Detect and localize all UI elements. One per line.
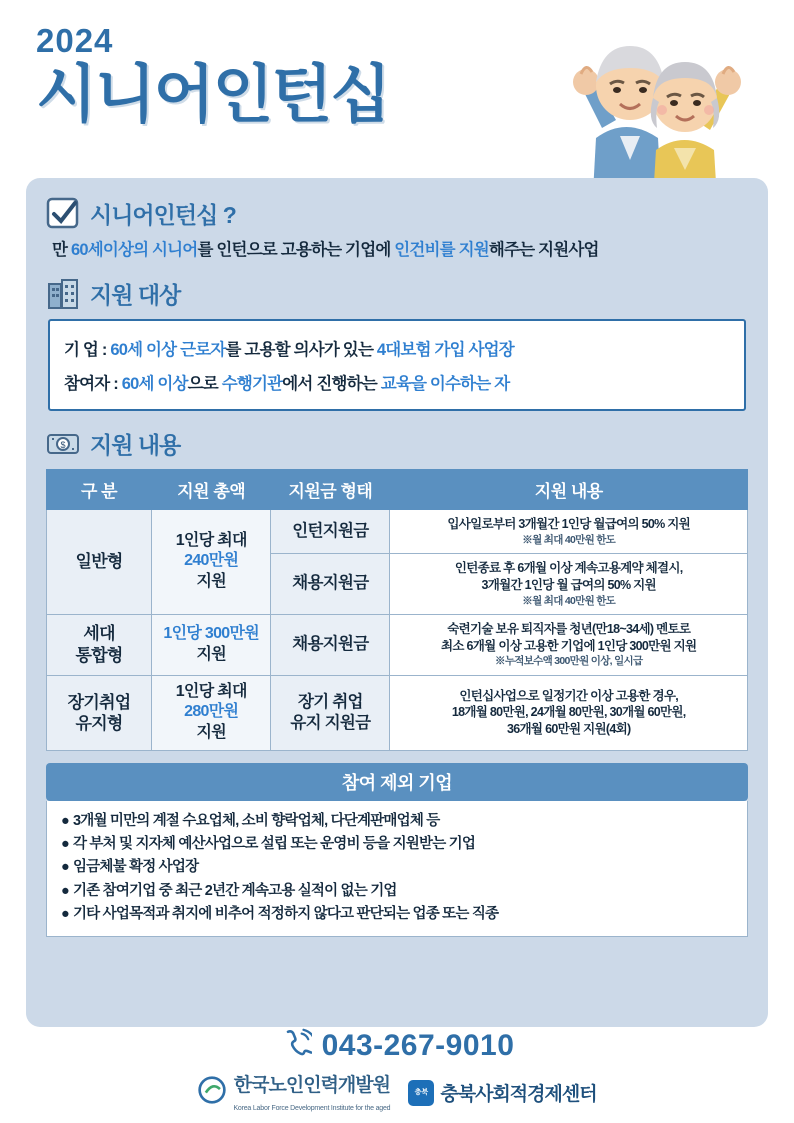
plain-text: 으로 <box>187 374 222 393</box>
exclusion-item: ● 3개월 미만의 계절 수요업체, 소비 향락업체, 다단계판매업체 등 <box>61 813 440 830</box>
highlight-text: 수행기관 <box>221 374 283 393</box>
plain-text: 지원 <box>196 724 226 742</box>
page-title: 시니어인턴십 <box>36 60 390 130</box>
section-header-about <box>46 196 748 230</box>
bullet-icon: ● <box>61 905 69 922</box>
highlight-text: 60세 이상 근로자 <box>110 340 226 359</box>
money-icon <box>46 427 80 461</box>
phone-icon <box>280 1027 312 1064</box>
checkbox-icon <box>46 196 80 230</box>
section-header-content <box>46 427 748 461</box>
plain-text: 지원 <box>196 573 226 591</box>
table-cell-category: 일반형 <box>47 509 152 614</box>
table-row <box>47 675 748 750</box>
plain-text: 참여자 : <box>64 374 122 393</box>
target-row <box>64 365 730 399</box>
exclusion-item: ● 기존 참여기업 중 최근 2년간 계속고용 실적이 없는 기업 <box>61 882 397 899</box>
about-description <box>52 238 744 263</box>
plain-text: 를 고용할 의사가 있는 <box>225 340 377 359</box>
exclusion-title: 참여 제외 기업 <box>46 763 748 801</box>
table-cell-note: ※월 최대 40만원 한도 <box>522 594 616 607</box>
phone-number: 043-267-9010 <box>321 1028 515 1062</box>
logo-right-name: 충북사회적경제센터 <box>440 1084 597 1105</box>
plain-text: 만 <box>52 241 71 259</box>
table-cell-detail: 입사일로부터 3개월간 1인당 월급여의 50% 지원 ※월 최대 40만원 한도 <box>390 509 748 553</box>
logo-row <box>0 1070 794 1115</box>
leaf-circle-icon <box>197 1075 227 1110</box>
table-row <box>47 614 748 675</box>
table-cell-category: 세대 통합형 <box>47 614 152 675</box>
plain-text: 1인당 최대 <box>175 682 247 700</box>
table-header-row <box>47 469 748 509</box>
content-panel <box>26 178 768 1027</box>
table-column-header: 지원 총액 <box>152 469 271 509</box>
plain-text: 에서 진행하는 <box>282 374 381 393</box>
exclusion-list <box>46 801 748 937</box>
bullet-icon: ● <box>61 859 69 876</box>
bullet-icon: ● <box>61 813 69 830</box>
table-cell-kind: 장기 취업 유지 지원금 <box>271 675 390 750</box>
highlight-text: 60세 이상 <box>121 374 188 393</box>
contact-row <box>0 1027 794 1064</box>
table-cell-note: ※월 최대 40만원 한도 <box>522 533 616 546</box>
table-cell-kind: 인턴지원금 <box>271 509 390 553</box>
section-header-target <box>46 277 748 311</box>
logo-left-sub: Korea Labor Force Development Institute for the aged <box>233 1105 391 1112</box>
table-cell-kind: 채용지원금 <box>271 614 390 675</box>
plain-text: 기 업 : <box>64 340 111 359</box>
highlight-text: 280만원 <box>184 703 239 721</box>
target-row <box>64 331 730 365</box>
logo-left-name: 한국노인인력개발원 <box>233 1075 390 1096</box>
highlight-text: 60세이상의 시니어 <box>70 241 198 259</box>
table-cell-amount <box>152 509 271 614</box>
table-cell-category: 장기취업 유지형 <box>47 675 152 750</box>
support-table <box>46 469 748 751</box>
logo-korea-labor-force <box>197 1070 390 1115</box>
plain-text: 1인당 최대 <box>175 531 247 549</box>
table-cell-amount <box>152 675 271 750</box>
poster-footer <box>0 1027 794 1115</box>
exclusion-item: ● 기타 사업목적과 취지에 비추어 적정하지 않다고 판단되는 업종 또는 직종 <box>61 905 499 922</box>
highlight-text: 1인당 300만원 <box>163 624 259 642</box>
logo-chungbuk-social-economy <box>408 1079 596 1106</box>
plain-text: 를 인턴으로 고용하는 기업에 <box>197 241 395 259</box>
year-label: 2024 <box>36 22 114 59</box>
highlight-text: 240만원 <box>184 552 239 570</box>
exclusion-item: ● 각 부처 및 지자체 예산사업으로 설립 또는 운영비 등을 지원받는 기업 <box>61 836 476 853</box>
section-title-about: 시니어인턴십 ? <box>90 201 236 228</box>
table-column-header: 구 분 <box>47 469 152 509</box>
svg-text:$: $ <box>60 439 66 450</box>
bullet-icon: ● <box>61 836 69 853</box>
plain-text: 해주는 지원사업 <box>488 241 599 259</box>
poster-header <box>0 0 794 175</box>
highlight-text: 4대보험 가입 사업장 <box>376 340 514 359</box>
target-box <box>48 319 746 411</box>
highlight-text: 인건비를 지원 <box>394 241 489 259</box>
table-column-header: 지원 내용 <box>390 469 748 509</box>
table-column-header: 지원금 형태 <box>271 469 390 509</box>
table-cell-detail: 숙련기술 보유 퇴직자를 청년(만18~34세) 멘토로 최소 6개월 이상 고용한 기업에 1인당 300만원 지원 ※누적보수액 300만원 이상, 일시급 <box>390 614 748 675</box>
exclusion-item: ● 임금체불 확정 사업장 <box>61 859 199 876</box>
table-row <box>47 509 748 553</box>
table-cell-amount <box>152 614 271 675</box>
highlight-text: 교육을 이수하는 자 <box>380 374 510 393</box>
plain-text: 지원 <box>196 645 226 663</box>
bullet-icon: ● <box>61 882 69 899</box>
table-cell-kind: 채용지원금 <box>271 553 390 614</box>
table-cell-detail: 인턴십사업으로 일정기간 이상 고용한 경우, 18개월 80만원, 24개월 80만원, 30개월 60만원, 36개월 60만원 지원(4회) <box>390 675 748 750</box>
building-icon <box>46 277 80 311</box>
badge-icon: 충북 <box>408 1080 434 1106</box>
table-cell-detail: 인턴종료 후 6개월 이상 계속고용계약 체결시, 3개월간 1인당 월 급여의 50% 지원 ※월 최대 40만원 한도 <box>390 553 748 614</box>
table-cell-note: ※누적보수액 300만원 이상, 일시급 <box>495 655 643 668</box>
section-title-content: 지원 내용 <box>90 432 181 459</box>
section-title-target: 지원 대상 <box>90 282 181 309</box>
